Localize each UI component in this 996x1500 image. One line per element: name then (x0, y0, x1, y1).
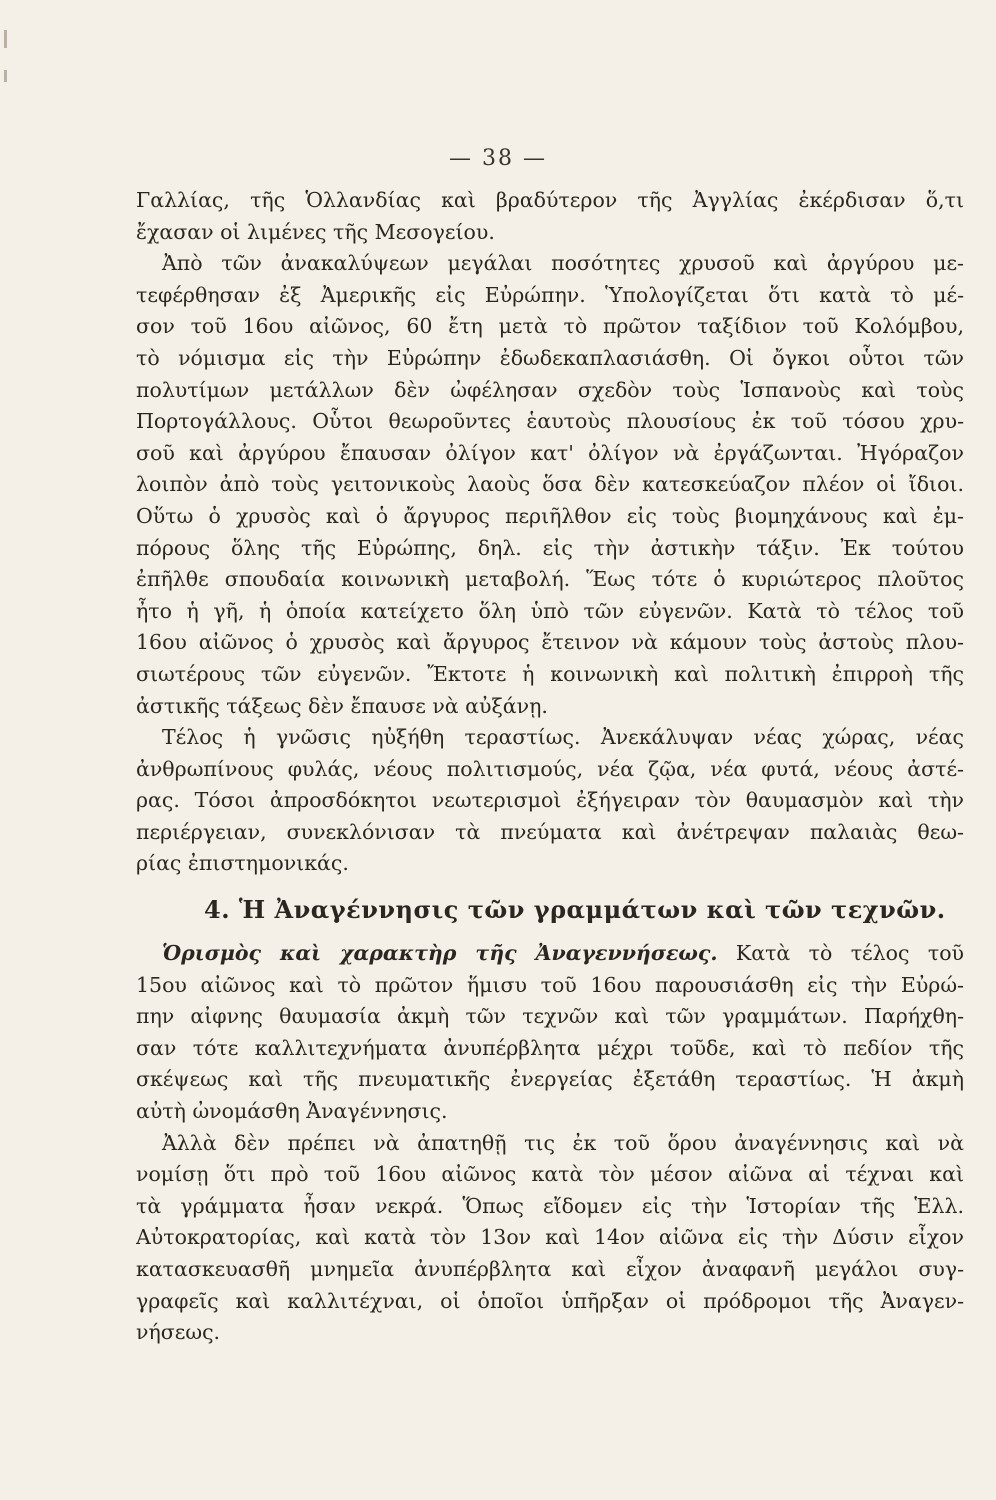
text-line: ρίας ἐπιστημονικάς. (136, 851, 349, 876)
text-line: Ἀπὸ τῶν ἀνακαλύψεων μεγάλαι ποσότητες χρυσοῦ καὶ ἀργύρου με- (162, 251, 964, 276)
text-line: ἐπῆλθε σπουδαία κοινωνικὴ μεταβολή. Ἕως τότε ὁ κυριώτερος πλοῦτος (136, 567, 964, 592)
text-line: Αὐτοκρατορίας, καὶ κατὰ τὸν 13ον καὶ 14ον αἰῶνα εἰς τὴν Δύσιν εἶχον (136, 1225, 964, 1250)
text-line: γραφεῖς καὶ καλλιτέχναι, οἱ ὁποῖοι ὑπῆρξαν οἱ πρόδρομοι τῆς Ἀναγεν- (136, 1288, 964, 1313)
margin-mark (4, 70, 7, 82)
text-line: σκέψεως καὶ τῆς πνευματικῆς ἐνεργείας ἐξετάθη τεραστίως. Ἡ ἀκμὴ (136, 1067, 964, 1092)
text-line: 15ου αἰῶνος καὶ τὸ πρῶτον ἥμισυ τοῦ 16ου παρουσιάσθη εἰς τὴν Εὐρώ- (136, 972, 964, 997)
text-line: λοιπὸν ἀπὸ τοὺς γειτονικοὺς λαοὺς ὅσα δὲν κατεσκεύαζον πλέον οἱ ἴδιοι. (136, 472, 964, 497)
text-line: Οὕτω ὁ χρυσὸς καὶ ὁ ἄργυρος περιῆλθον εἰς τοὺς βιομηχάνους καὶ ἐμ- (136, 503, 964, 528)
margin-mark (4, 30, 7, 48)
text-line: σιωτέρους τῶν εὐγενῶν. Ἔκτοτε ἡ κοινωνικὴ καὶ πολιτικὴ ἐπιρροὴ τῆς (136, 661, 964, 686)
text-line: τὸ νόμισμα εἰς τὴν Εὐρώπην ἐδωδεκαπλασιάσθη. Οἱ ὄγκοι οὗτοι τῶν (136, 345, 964, 370)
paragraph-lead: Ὁρισμὸς καὶ χαρακτὴρ τῆς Ἀναγεννήσεως. (162, 941, 718, 966)
text-line: κατασκευασθῆ μνημεῖα ἀνυπέρβλητα καὶ εἶχον ἀναφανῆ μεγάλοι συγ- (136, 1257, 964, 1281)
text-line: πην αἰφνης θαυμασία ἀκμὴ τῶν τεχνῶν καὶ τῶν γραμμάτων. Παρήχθη- (136, 1004, 964, 1029)
text-line: ἀστικῆς τάξεως δὲν ἔπαυσε νὰ αὐξάνῃ. (136, 693, 548, 718)
section-heading: 4. Ἡ Ἀναγέννησις τῶν γραμμάτων καὶ τῶν τεχνῶν. (204, 895, 946, 925)
text-line: τὰ γράμματα ἦσαν νεκρά. Ὅπως εἴδομεν εἰς τὴν Ἱστορίαν τῆς Ἑλλ. (136, 1193, 964, 1218)
text-line: 16ου αἰῶνος ὁ χρυσὸς καὶ ἄργυρος ἔτεινον νὰ κάμουν τοὺς ἀστοὺς πλου- (136, 630, 964, 655)
text-line-rest: Κατὰ τὸ τέλος τοῦ (717, 941, 964, 966)
text-line: νομίσῃ ὅτι πρὸ τοῦ 16ου αἰῶνος κατὰ τὸν μέσον αἰῶνα αἱ τέχναι καὶ (136, 1162, 964, 1187)
text-line: σαν τότε καλλιτεχνήματα ἀνυπέρβλητα μέχρι τοῦδε, καὶ τὸ πεδίον τῆς (136, 1035, 964, 1060)
text-line (136, 938, 964, 970)
text-line: σον τοῦ 16ου αἰῶνος, 60 ἔτη μετὰ τὸ πρῶτον ταξίδιον τοῦ Κολόμβου, (136, 314, 964, 339)
text-line: Ἀλλὰ δὲν πρέπει νὰ ἀπατηθῇ τις ἐκ τοῦ ὅρου ἀναγέννησις καὶ νὰ (162, 1130, 964, 1155)
text-line: Τέλος ἡ γνῶσις ηὐξήθη τεραστίως. Ἀνεκάλυψαν νέας χώρας, νέας (162, 725, 964, 750)
text-line: ἀνθρωπίνους φυλάς, νέους πολιτισμούς, νέα ζῷα, νέα φυτά, νέους ἀστέ- (136, 756, 964, 781)
text-line: τεφέρθησαν ἐξ Ἀμερικῆς εἰς Εὐρώπην. Ὑπολογίζεται ὅτι κατὰ τὸ μέ- (136, 282, 964, 307)
text-line: πόρους ὅλης τῆς Εὐρώπης, δηλ. εἰς τὴν ἀστικὴν τάξιν. Ἐκ τούτου (136, 535, 964, 560)
text-line: σοῦ καὶ ἀργύρου ἔπαυσαν ὀλίγον κατ' ὀλίγον νὰ ἐργάζωνται. Ἠγόραζον (136, 440, 964, 465)
text-line: Πορτογάλλους. Οὗτοι θεωροῦντες ἑαυτοὺς πλουσίους ἐκ τοῦ τόσου χρυ- (136, 409, 964, 434)
text-line: πολυτίμων μετάλλων δὲν ὠφέλησαν σχεδὸν τοὺς Ἱσπανοὺς καὶ τοὺς (136, 377, 964, 402)
text-line: αὐτὴ ὠνομάσθη Ἀναγέννησις. (136, 1099, 448, 1124)
page-number: — 38 — (449, 146, 547, 171)
body-text (136, 185, 964, 1349)
text-line: νήσεως. (136, 1320, 221, 1345)
text-line: ἦτο ἡ γῆ, ἡ ὁποία κατείχετο ὅλη ὑπὸ τῶν εὐγενῶν. Κατὰ τὸ τέλος τοῦ (136, 598, 964, 623)
text-line: ρας. Τόσοι ἀπροσδόκητοι νεωτερισμοὶ ἐξήγειραν τὸν θαυμασμὸν καὶ τὴν (136, 788, 964, 813)
text-line: περιέργειαν, συνεκλόνισαν τὰ πνεύματα καὶ ἀνέτρεψαν παλαιὰς θεω- (136, 819, 964, 844)
text-line: Γαλλίας, τῆς Ὁλλανδίας καὶ βραδύτερον τῆς Ἀγγλίας ἐκέρδισαν ὅ,τι (136, 188, 964, 212)
text-line: ἔχασαν οἱ λιμένες τῆς Μεσογείου. (136, 219, 495, 244)
